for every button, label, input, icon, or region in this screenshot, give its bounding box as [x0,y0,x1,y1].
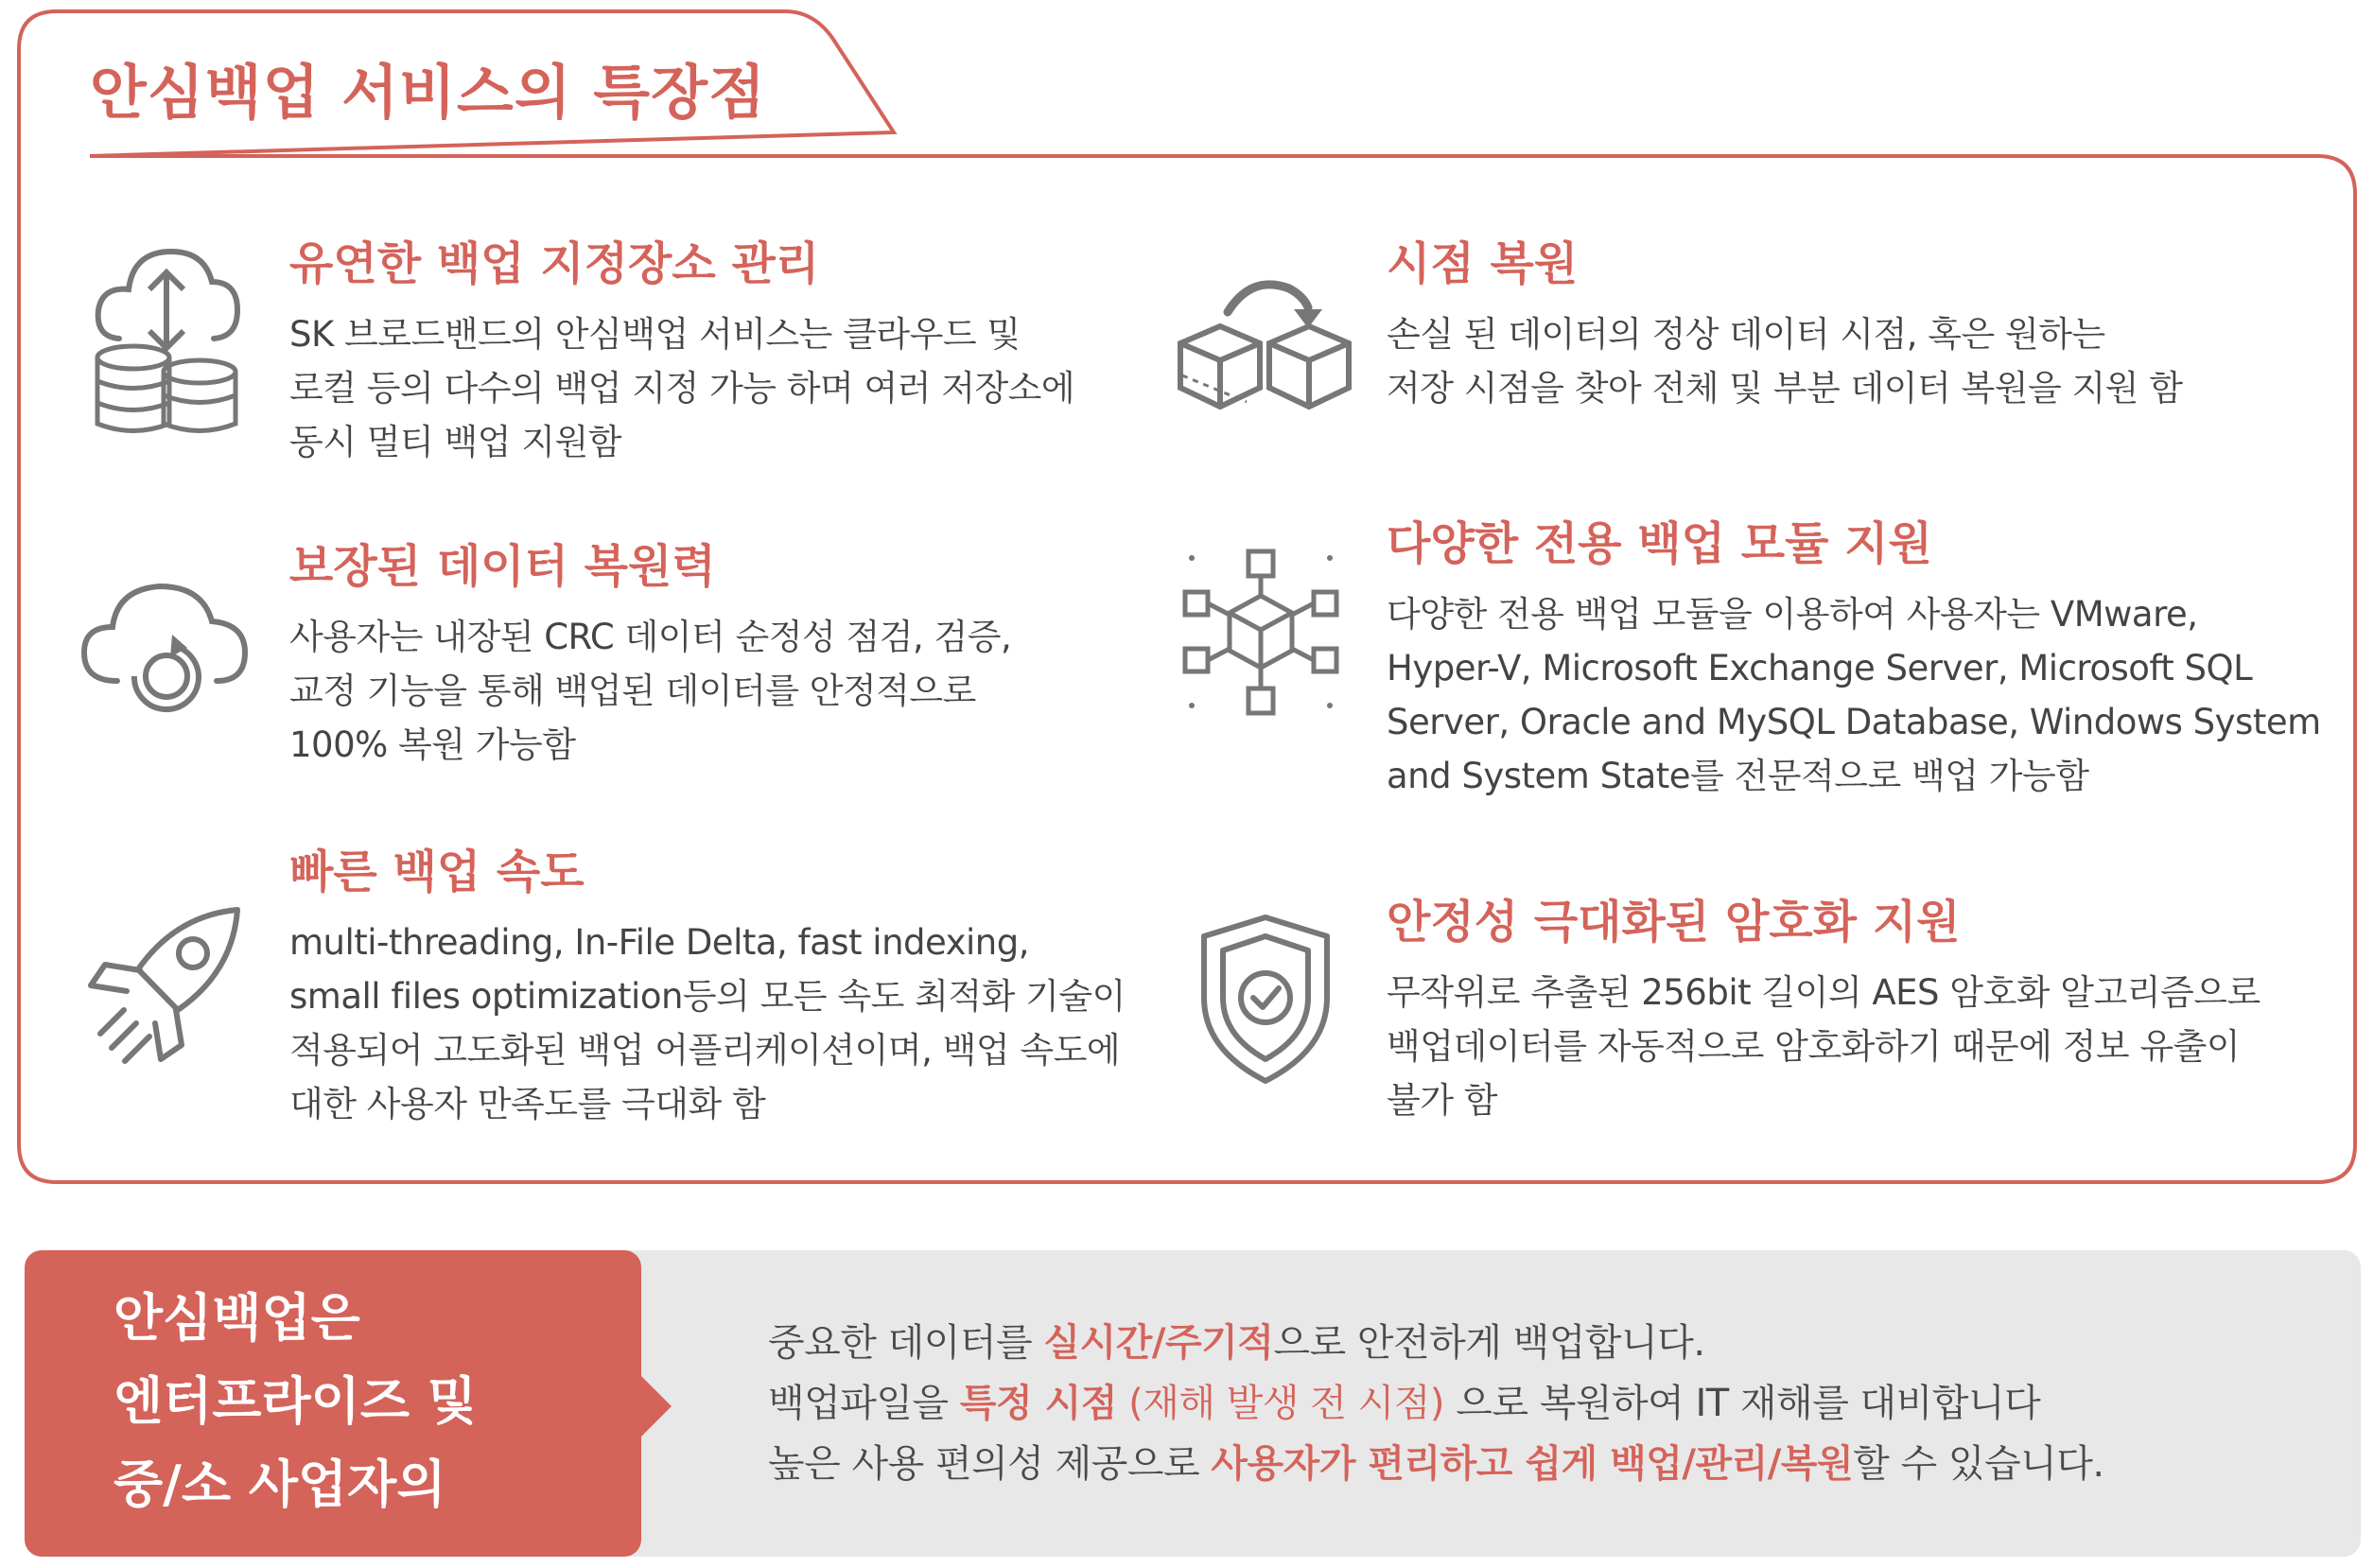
summary-highlight: 사용자가 편리하고 쉽게 백업/관리/복원 [1211,1442,1854,1486]
feature-restore-reliability [289,530,1011,772]
summary-text-segment: 백업파일을 [768,1382,960,1425]
feature-description: 손실 된 데이터의 정상 데이터 시점, 혹은 원하는 저장 시점을 찾아 전체 및 부분 데이터 복원을 지원 함 [1387,314,2183,409]
promo-title: 안심백업은 엔터프라이즈 및 중/소 사업자의 [113,1288,477,1514]
feature-title: 빠른 백업 속도 [289,845,585,898]
summary-text [768,1313,2104,1494]
cloud-database-icon [91,235,242,435]
summary-text-segment: 할 수 있습니다. [1853,1442,2104,1486]
feature-description: 사용자는 내장된 CRC 데이터 순정성 점검, 검증, 교정 기능을 통해 백업된 데이터를 안정적으로 100% 복원 가능함 [289,617,1012,765]
section-title: 안심백업 서비스의 특장점 [90,58,766,127]
summary-highlight: 특정 시점 [959,1382,1117,1425]
summary-text-segment: 높은 사용 편의성 제공으로 [768,1442,1212,1486]
feature-description: SK 브로드밴드의 안심백업 서비스는 클라우드 및 로컬 등의 다수의 백업 지정 가능 하며 여러 저장소에 동시 멀티 백업 지원함 [289,314,1075,462]
feature-title: 보장된 데이터 복원력 [289,540,716,593]
feature-encryption [1387,885,2261,1127]
rocket-icon [81,898,252,1069]
summary-line-2 [768,1373,2104,1434]
feature-fast-backup [289,835,1126,1131]
summary-line-1 [768,1313,2104,1373]
promo-arrow [639,1374,672,1438]
feature-backup-modules [1387,507,2321,803]
feature-description: 무작위로 추출된 256bit 길이의 AES 암호화 알고리즘으로 백업데이터를 자동적으로 암호화하기 때문에 정보 유출이 불가 함 [1387,972,2261,1121]
summary-text-segment: 으로 복원하여 IT 재해를 대비합니다 [1443,1382,2041,1425]
shield-check-icon [1199,913,1332,1085]
feature-title: 유연한 백업 지정장소 관리 [289,237,820,290]
feature-title: 시점 복원 [1387,237,1579,290]
feature-description: multi-threading, In-File Delta, fast indexing, small files optimization등의 모든 속도 최적화 기술이 적용되어 고도화된 백업 어플리케이션이며, 백업 속도에 대한 사용자 만족도를 극대화 함 [289,922,1126,1124]
summary-text-segment: 으로 안전하게 백업합니다. [1273,1321,1705,1365]
feature-flexible-storage [289,227,1074,469]
summary-highlight: 실시간 [1043,1321,1152,1365]
summary-highlight: / [1151,1321,1165,1365]
summary-highlight: 주기적 [1164,1321,1274,1365]
feature-description: 다양한 전용 백업 모듈을 이용하여 사용자는 VMware, Hyper-V, Microsoft Exchange Server, Microsoft SQL Server, Oracle and MySQL Database, Windows System and System State를 전문적으로 백업 가능함 [1387,594,2321,796]
summary-text-segment: 중요한 데이터를 [768,1321,1044,1365]
summary-line-3 [768,1434,2104,1494]
feature-point-in-time-restore [1387,227,2182,415]
summary-note: (재해 발생 전 시점) [1116,1382,1444,1425]
feature-title: 안정성 극대화된 암호화 지원 [1387,896,1961,949]
box-restore-icon [1171,270,1360,411]
cloud-refresh-icon [79,572,250,714]
module-network-icon [1180,547,1341,717]
feature-title: 다양한 전용 백업 모듈 지원 [1387,517,1932,570]
